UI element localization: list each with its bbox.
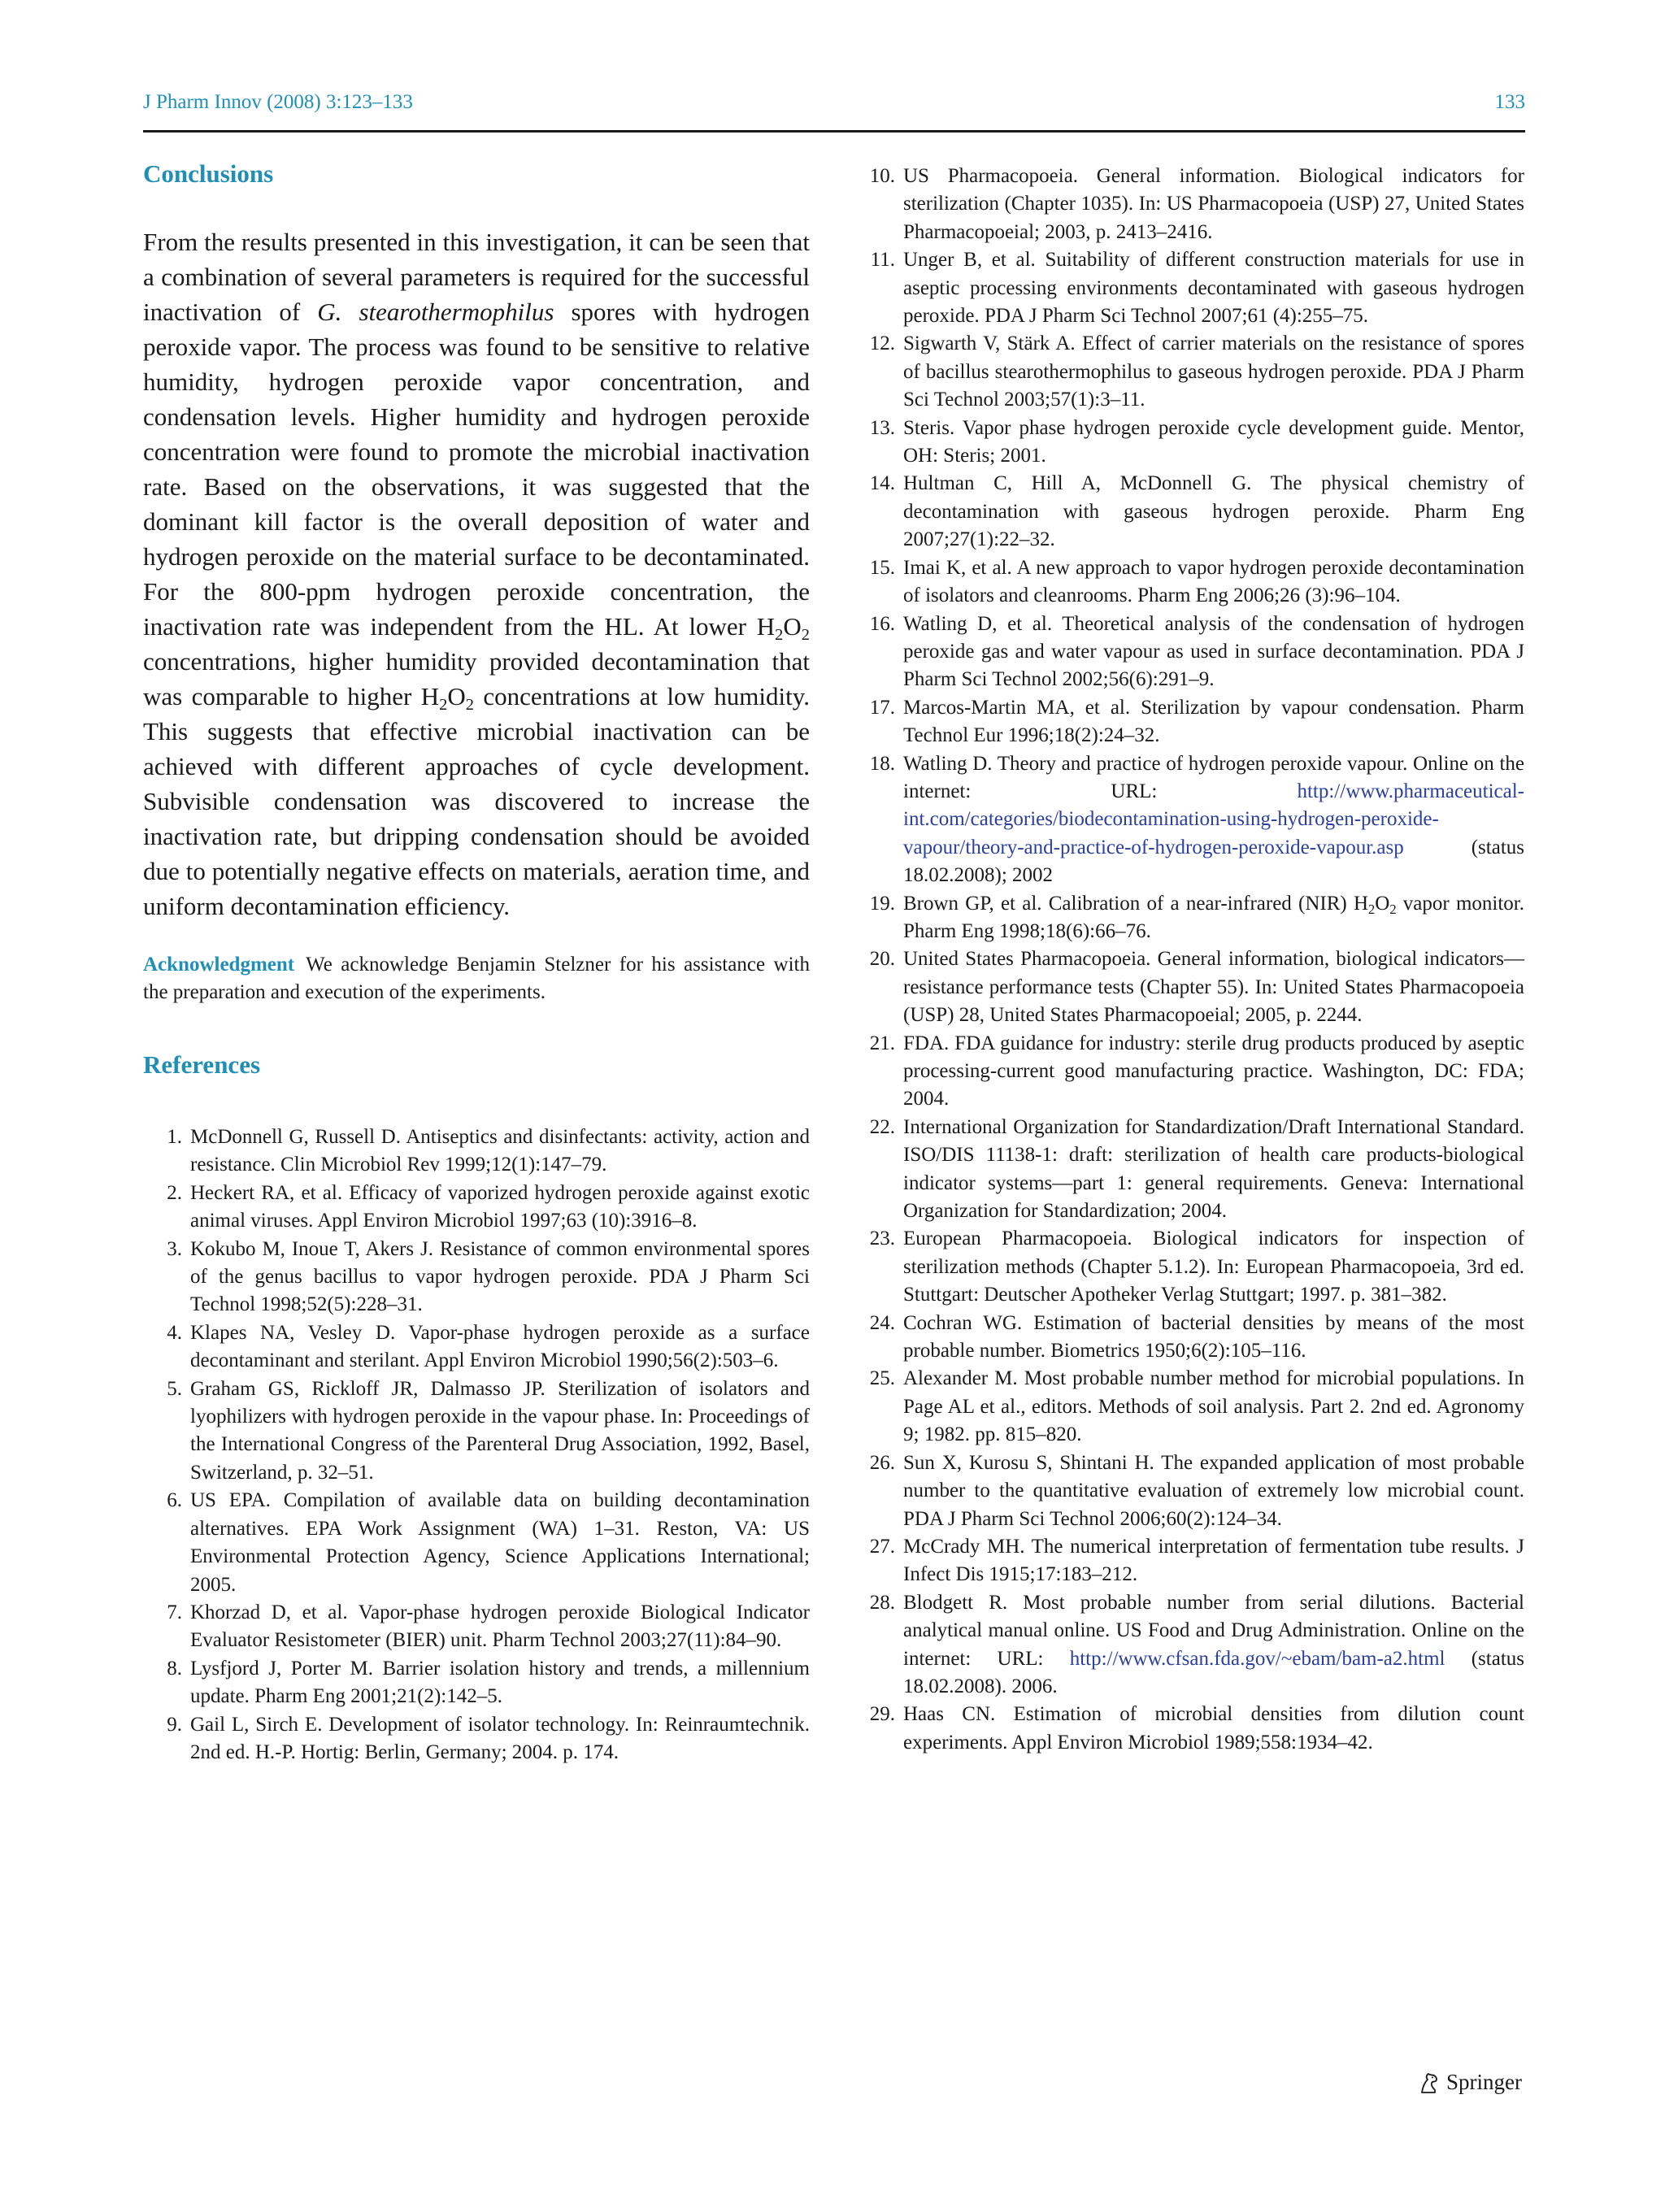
springer-horse-icon xyxy=(1417,2071,1441,2095)
journal-citation: J Pharm Innov (2008) 3:123–133 xyxy=(143,91,413,113)
reference-item: 24. Cochran WG. Estimation of bacterial densities by means of the most probable number. Biometrics 1950;6(2):105–116. xyxy=(869,1311,1524,1362)
reference-item: 4. Klapes NA, Vesley D. Vapor-phase hydrogen peroxide as a surface decontaminant and sterilant. Appl Environ Microbiol 1990;56(2):503–6. xyxy=(167,1321,810,1372)
reference-item: 12. Sigwarth V, Stärk A. Effect of carrier materials on the resistance of spores of bacillus stearothermophilus to gaseous hydrogen peroxide. PDA J Pharm Sci Technol 2003;57(1):3–11. xyxy=(869,332,1524,411)
reference-item: 5. Graham GS, Rickloff JR, Dalmasso JP. Sterilization of isolators and lyophilizers with hydrogen peroxide in the vapour phase. In: Proceedings of the International Congress of the Parenteral Drug Association, 1992, Basel, Switzerland, p. 32–51. xyxy=(167,1377,810,1484)
reference-list-left xyxy=(143,1123,810,1767)
reference-item: 13. Steris. Vapor phase hydrogen peroxide cycle development guide. Mentor, OH: Steris; 2001. xyxy=(869,416,1524,467)
reference-item: 1. McDonnell G, Russell D. Antiseptics and disinfectants: activity, action and resistance. Clin Microbiol Rev 1999;12(1):147–79. xyxy=(167,1126,810,1176)
reference-item: 11. Unger B, et al. Suitability of different construction materials for use in aseptic processing environments decontaminated with gaseous hydrogen peroxide. PDA J Pharm Sci Technol 2007;61 (4):255–75. xyxy=(870,249,1524,328)
reference-item: 15. Imai K, et al. A new approach to vapor hydrogen peroxide decontamination of isolators and cleanrooms. Pharm Eng 2006;26 (3):96–104. xyxy=(869,556,1524,607)
reference-item: 20. United States Pharmacopoeia. General information, biological indicators—resistance performance tests (Chapter 55). In: United States Pharmacopoeia (USP) 28, United States Pharmacopoeial; 2005, p. 2244. xyxy=(869,948,1524,1027)
reference-item: 17. Marcos-Martin MA, et al. Sterilization by vapour condensation. Pharm Technol Eur 1996;18(2):24–32. xyxy=(869,696,1524,747)
reference-item: 16. Watling D, et al. Theoretical analysis of the condensation of hydrogen peroxide gas and water vapour as used in surface decontamination. PDA J Pharm Sci Technol 2002;56(6):291–9. xyxy=(869,612,1524,691)
reference-item: 8. Lysfjord J, Porter M. Barrier isolation history and trends, a millennium update. Pharm Eng 2001;21(2):142–5. xyxy=(167,1657,810,1708)
acknowledgment-text: We acknowledge Benjamin Stelzner for his assistance with the preparation and execution of the experiments. xyxy=(143,954,810,1003)
reference-item: 25. Alexander M. Most probable number method for microbial populations. In Page AL et al., editors. Methods of soil analysis. Part 2. 2nd ed. Agronomy 9; 1982. pp. 815–820. xyxy=(869,1367,1524,1446)
conclusions-paragraph: From the results presented in this investigation, it can be seen that a combination of several parameters is required for the successful inactivation of G. stearothermophilus spores with hydrogen peroxide vapor. The process was found to be sensitive to relative humidity, hydrogen peroxide vapor concentration, and condensation levels. Higher humidity and hydrogen peroxide concentration were found to promote the microbial inactivation rate. Based on the observations, it was suggested that the dominant kill factor is the overall deposition of water and hydrogen peroxide on the material surface to be decontaminated. For the 800-ppm hydrogen peroxide concentration, the inactivation rate was independent from the HL. At lower $H_2O_2$ concentrations, higher humidity provided decontamination that was comparable to higher $H_2O_2$ concentrations at low humidity. This suggests that effective microbial inactivation can be achieved with different approaches of cycle development. Subvisible condensation was discovered to increase the inactivation rate, but dripping condensation should be avoided due to potentially negative effects on materials, aeration time, and uniform decontamination efficiency. xyxy=(143,228,810,920)
reference-item: 27. McCrady MH. The numerical interpretation of fermentation tube results. J Infect Dis 1915;17:183–212. xyxy=(869,1535,1524,1586)
reference-item: 14. Hultman C, Hill A, McDonnell G. The physical chemistry of decontamination with gaseous hydrogen peroxide. Pharm Eng 2007;27(1):22–32. xyxy=(869,472,1524,551)
reference-item: 28. Blodgett R. Most probable number from serial dilutions. Bacterial analytical manual online. US Food and Drug Administration. Online on the internet: URL: http://www.cfsan.fda.gov/~ebam/bam-a2.html (status 18.02.2008). 2006. xyxy=(869,1591,1524,1697)
conclusions-heading: Conclusions xyxy=(143,159,274,188)
page-footer xyxy=(1417,2070,1522,2095)
reference-item: 26. Sun X, Kurosu S, Shintani H. The expanded application of most probable number to the quantitative evaluation of extremely low microbial count. PDA J Pharm Sci Technol 2006;60(2):124–34. xyxy=(869,1451,1524,1530)
left-column xyxy=(143,159,810,1767)
species-name: G. stearothermophilus xyxy=(317,298,554,326)
reference-item: 19. Brown GP, et al. Calibration of a near-infrared (NIR) $H_2O_2$ vapor monitor. Pharm Eng 1998;18(6):66–76. xyxy=(869,892,1524,942)
reference-list-right xyxy=(856,163,1524,1757)
publisher-name: Springer xyxy=(1446,2070,1522,2094)
reference-url-link[interactable]: http://www.cfsan.fda.gov/~ebam/bam-a2.html xyxy=(1069,1647,1445,1670)
reference-item: 18. Watling D. Theory and practice of hydrogen peroxide vapour. Online on the internet: URL: http://www.pharmaceutical-int.com/categories/biodecontamination-using-hydrogen-peroxide-vapour/theory-and-practice-of-hydrogen-peroxide-vapour.asp (status 18.02.2008); 2002 xyxy=(869,752,1524,887)
reference-item: 23. European Pharmacopoeia. Biological indicators for inspection of sterilization methods (Chapter 5.1.2). In: European Pharmacopoeia, 3rd ed. Stuttgart: Deutscher Apotheker Verlag Stuttgart; 1997. p. 381–382. xyxy=(869,1228,1524,1306)
reference-item: 29. Haas CN. Estimation of microbial densities from dilution count experiments. Appl Environ Microbiol 1989;558:1934–42. xyxy=(869,1703,1524,1754)
reference-item: 2. Heckert RA, et al. Efficacy of vaporized hydrogen peroxide against exotic animal viruses. Appl Environ Microbiol 1997;63 (10):3916–8. xyxy=(167,1181,810,1232)
acknowledgment xyxy=(143,951,810,1006)
reference-url-link[interactable]: http://www.pharmaceutical-int.com/categories/biodecontamination-using-hydrogen-peroxide-vapour/theory-and-practice-of-hydrogen-peroxide-vapour.asp xyxy=(903,780,1524,858)
reference-item: 6. US EPA. Compilation of available data on building decontamination alternatives. EPA Work Assignment (WA) 1–31. Reston, VA: US Environmental Protection Agency, Science Applications International; 2005. xyxy=(167,1489,810,1596)
page-header xyxy=(143,91,1525,133)
reference-item: 21. FDA. FDA guidance for industry: sterile drug products produced by aseptic processing-current good manufacturing practice. Washington, DC: FDA; 2004. xyxy=(869,1032,1524,1110)
reference-item: 7. Khorzad D, et al. Vapor-phase hydrogen peroxide Biological Indicator Evaluator Resistometer (BIER) unit. Pharm Technol 2003;27(11):84–90. xyxy=(167,1601,810,1652)
right-column xyxy=(856,163,1524,1757)
reference-item: 3. Kokubo M, Inoue T, Akers J. Resistance of common environmental spores of the genus bacillus to vapor hydrogen peroxide. PDA J Pharm Sci Technol 1998;52(5):228–31. xyxy=(167,1237,810,1316)
references-heading: References xyxy=(143,1050,261,1079)
reference-item: 9. Gail L, Sirch E. Development of isolator technology. In: Reinraumtechnik. 2nd ed. H.-P. Hortig: Berlin, Germany; 2004. p. 174. xyxy=(167,1713,810,1763)
acknowledgment-label: Acknowledgment xyxy=(143,954,295,976)
page-number: 133 xyxy=(1494,91,1525,113)
reference-item: 22. International Organization for Standardization/Draft International Standard. ISO/DIS 11138-1: draft: sterilization of health care products-biological indicator systems—part 1: general requirements. Geneva: International Organization for Standardization; 2004. xyxy=(869,1115,1524,1223)
reference-item: 10. US Pharmacopoeia. General information. Biological indicators for sterilization (Chapter 1035). In: US Pharmacopoeia (USP) 27, United States Pharmacopoeial; 2003, p. 2413–2416. xyxy=(869,165,1524,243)
